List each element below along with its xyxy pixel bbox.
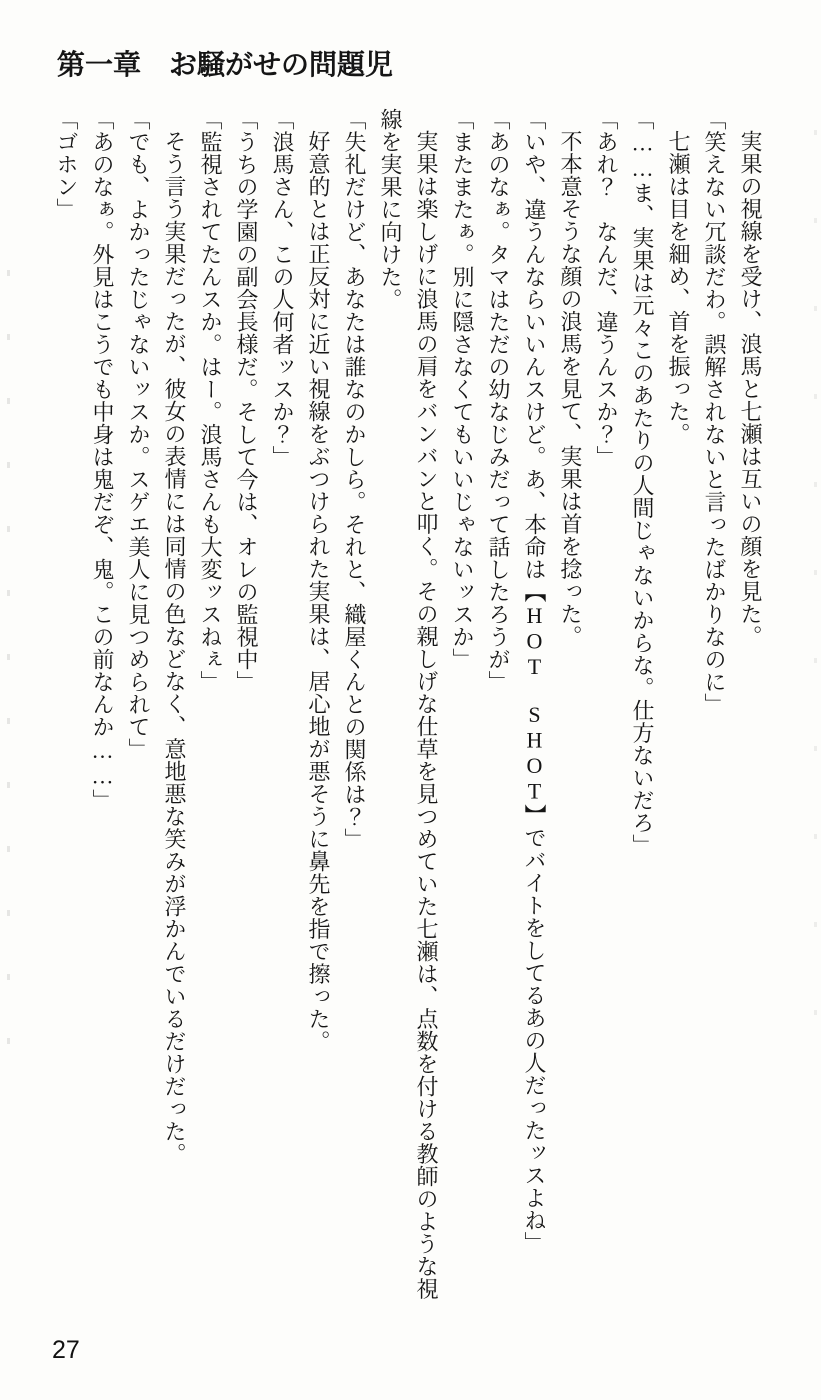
paragraph: 「失礼だけど、あなたは誰なのかしら。それと、織屋くんとの関係は？」: [342, 108, 367, 851]
scan-artifact-left: [7, 270, 10, 1050]
paragraph: 「あれ？ なんだ、違うんスか？」: [594, 108, 619, 468]
scan-artifact-right: [814, 130, 817, 1090]
paragraph: 好意的とは正反対に近い視線をぶつけられた実果は、居心地が悪そうに鼻先を指で擦った。: [306, 130, 331, 1053]
text-body: [48, 108, 768, 1308]
page-number: 27: [52, 1336, 80, 1364]
paragraph: 「でも、よかったじゃないッスか。スゲエ美人に見つめられて」: [126, 108, 151, 761]
paragraph: 不本意そうな顔の浪馬を見て、実果は首を捻った。: [558, 130, 583, 648]
chapter-title: 第一章 お騒がせの問題児: [57, 49, 394, 81]
paragraph: 七瀬は目を細め、首を振った。: [666, 130, 691, 445]
paragraph: 「またまたぁ。別に隠さなくてもいいじゃないッスか」: [450, 108, 475, 671]
paragraph: 「あのなぁ。タマはただの幼なじみだって話したろうが」: [486, 108, 511, 693]
paragraph: 「いや、違うんならいいんスけど。あ、本命は【HOT SHOT】でバイトをしてるあの人だったッスよね」: [522, 108, 547, 1254]
paragraph: 「ゴホン」: [54, 108, 79, 221]
paragraph: 「監視されてたんスか。はー。浪馬さんも大変ッスねぇ」: [198, 108, 223, 693]
paragraph: 「……ま、実果は元々このあたりの人間じゃないからな。仕方ないだろ」: [630, 108, 655, 857]
paragraph: 実果は楽しげに浪馬の肩をバンバンと叩く。その親しげな仕草を見つめていた七瀬は、点数を付ける教師のような視線を実果に向けた。: [378, 108, 439, 1300]
paragraph: 「うちの学園の副会長様だ。そして今は、オレの監視中」: [234, 108, 259, 693]
paragraph: そう言う実果だったが、彼女の表情には同情の色などなく、意地悪な笑みが浮かんでいるだけだった。: [162, 130, 187, 1165]
paragraph: 「あのなぁ。外見はこうでも中身は鬼だぞ、鬼。この前なんか……」: [90, 108, 115, 812]
paragraph: 「浪馬さん、この人何者ッスか？」: [270, 108, 295, 468]
paragraph: 「笑えない冗談だわ。誤解されないと言ったばかりなのに」: [702, 108, 727, 716]
paragraph: 実果の視線を受け、浪馬と七瀬は互いの顔を見た。: [738, 130, 763, 648]
